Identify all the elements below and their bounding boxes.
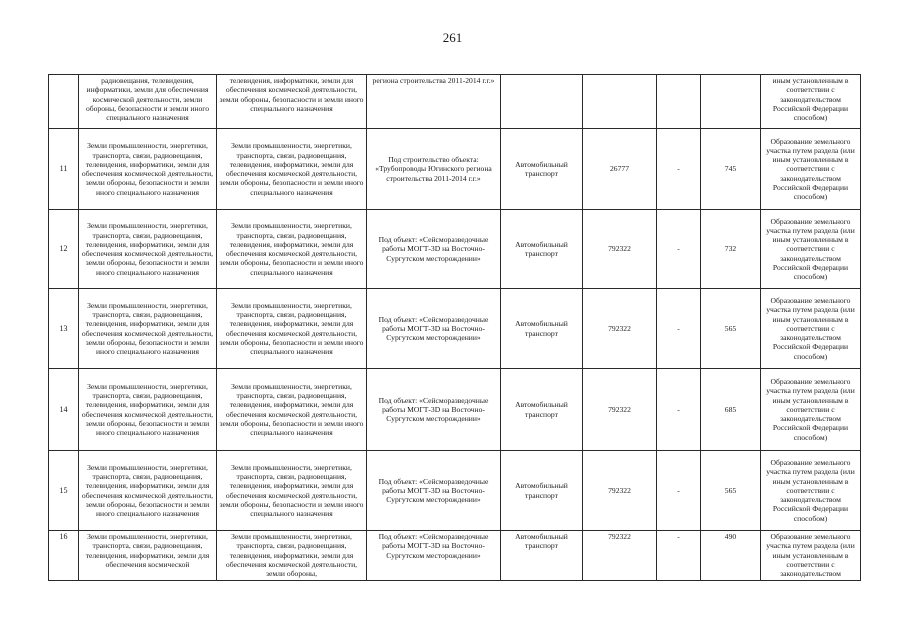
row-number-cell: 12 — [49, 210, 79, 289]
area-cell: 490 — [701, 531, 761, 581]
table-row — [49, 129, 861, 210]
land-plots-table — [48, 74, 861, 581]
row-number-cell: 15 — [49, 451, 79, 531]
code-cell: 792322 — [583, 531, 657, 581]
use-type-cell: Автомобильный транспорт — [501, 531, 583, 581]
land-category-cell: Земли промышленности, энергетики, транспорта, связи, радиовещания, телевидения, информатики, земли для обеспечения космической деятельности, земли обороны, безопасности и земли иного специального назначения — [79, 129, 217, 210]
use-type-cell: Автомобильный транспорт — [501, 210, 583, 289]
land-category-cell: Земли промышленности, энергетики, транспорта, связи, радиовещания, телевидения, информатики, земли для обеспечения космической деятельности, земли обороны, безопасности и земли иного специального назначения — [79, 210, 217, 289]
land-purpose-cell: Земли промышленности, энергетики, транспорта, связи, радиовещания, телевидения, информатики, земли для обеспечения космической деятельности, земли обороны, безопасности и земли иного специального назначения — [217, 210, 367, 289]
row-number-cell: 16 — [49, 531, 79, 581]
table-row — [49, 289, 861, 369]
dash-cell: - — [657, 129, 701, 210]
row-number-cell: 11 — [49, 129, 79, 210]
dash-cell: - — [657, 531, 701, 581]
area-cell — [701, 75, 761, 129]
dash-cell: - — [657, 451, 701, 531]
method-cell: Образование земельного участка путем раздела (или иным установленным в соответствии с законодательством Российской Федерации способом) — [761, 210, 861, 289]
land-category-cell: радиовещания, телевидения, информатики, земли для обеспечения космической деятельности, земли обороны, безопасности и земли иного специального назначения — [79, 75, 217, 129]
area-cell: 732 — [701, 210, 761, 289]
dash-cell: - — [657, 289, 701, 369]
code-cell: 792322 — [583, 289, 657, 369]
table-row — [49, 210, 861, 289]
area-cell: 565 — [701, 289, 761, 369]
object-cell: Под строительство объекта: «Трубопроводы Югинского региона строительства 2011-2014 г.г.» — [367, 129, 501, 210]
land-purpose-cell: Земли промышленности, энергетики, транспорта, связи, радиовещания, телевидения, информатики, земли для обеспечения космической деятельности, земли обороны, безопасности и земли иного специального назначения — [217, 369, 367, 451]
row-number-cell — [49, 75, 79, 129]
land-purpose-cell: Земли промышленности, энергетики, транспорта, связи, радиовещания, телевидения, информатики, земли для обеспечения космической деятельности, земли обороны, безопасности и земли иного специального назначения — [217, 129, 367, 210]
use-type-cell — [501, 75, 583, 129]
land-purpose-cell: Земли промышленности, энергетики, транспорта, связи, радиовещания, телевидения, информатики, земли для обеспечения космической деятельности, земли обороны, безопасности и земли иного специального назначения — [217, 451, 367, 531]
land-category-cell: Земли промышленности, энергетики, транспорта, связи, радиовещания, телевидения, информатики, земли для обеспечения космической — [79, 531, 217, 581]
object-cell: Под объект: «Сейсморазведочные работы МОГТ-3D на Восточно-Сургутском месторождении» — [367, 369, 501, 451]
code-cell: 26777 — [583, 129, 657, 210]
object-cell: Под объект: «Сейсморазведочные работы МОГТ-3D на Восточно-Сургутском месторождении» — [367, 210, 501, 289]
row-number-cell: 14 — [49, 369, 79, 451]
use-type-cell: Автомобильный транспорт — [501, 129, 583, 210]
object-cell: региона строительства 2011-2014 г.г.» — [367, 75, 501, 129]
table-row — [49, 531, 861, 581]
area-cell: 565 — [701, 451, 761, 531]
dash-cell — [657, 75, 701, 129]
land-category-cell: Земли промышленности, энергетики, транспорта, связи, радиовещания, телевидения, информатики, земли для обеспечения космической деятельности, земли обороны, безопасности и земли иного специального назначения — [79, 369, 217, 451]
land-category-cell: Земли промышленности, энергетики, транспорта, связи, радиовещания, телевидения, информатики, земли для обеспечения космической деятельности, земли обороны, безопасности и земли иного специального назначения — [79, 289, 217, 369]
method-cell: иным установленным в соответствии с законодательством Российской Федерации способом) — [761, 75, 861, 129]
method-cell: Образование земельного участка путем раздела (или иным установленным в соответствии с законодательством Российской Федерации способом) — [761, 451, 861, 531]
use-type-cell: Автомобильный транспорт — [501, 289, 583, 369]
object-cell: Под объект: «Сейсморазведочные работы МОГТ-3D на Восточно-Сургутском месторождении» — [367, 451, 501, 531]
method-cell: Образование земельного участка путем раздела (или иным установленным в соответствии с законодательством Российской Федерации способом) — [761, 289, 861, 369]
dash-cell: - — [657, 210, 701, 289]
code-cell: 792322 — [583, 451, 657, 531]
land-purpose-cell: Земли промышленности, энергетики, транспорта, связи, радиовещания, телевидения, информатики, земли для обеспечения космической деятельности, земли обороны, безопасности и земли иного специального назначения — [217, 289, 367, 369]
row-number-cell: 13 — [49, 289, 79, 369]
land-category-cell: Земли промышленности, энергетики, транспорта, связи, радиовещания, телевидения, информатики, земли для обеспечения космической деятельности, земли обороны, безопасности и земли иного специального назначения — [79, 451, 217, 531]
method-cell: Образование земельного участка путем раздела (или иным установленным в соответствии с законодательством — [761, 531, 861, 581]
area-cell: 685 — [701, 369, 761, 451]
area-cell: 745 — [701, 129, 761, 210]
land-purpose-cell: Земли промышленности, энергетики, транспорта, связи, радиовещания, телевидения, информатики, земли для обеспечения космической деятельности, земли обороны, — [217, 531, 367, 581]
code-cell — [583, 75, 657, 129]
method-cell: Образование земельного участка путем раздела (или иным установленным в соответствии с законодательством Российской Федерации способом) — [761, 369, 861, 451]
page-number: 261 — [442, 30, 463, 45]
dash-cell: - — [657, 369, 701, 451]
table-row-continued — [49, 75, 861, 129]
table-row — [49, 451, 861, 531]
code-cell: 792322 — [583, 369, 657, 451]
object-cell: Под объект: «Сейсморазведочные работы МОГТ-3D на Восточно-Сургутском месторождении» — [367, 289, 501, 369]
use-type-cell: Автомобильный транспорт — [501, 451, 583, 531]
code-cell: 792322 — [583, 210, 657, 289]
land-purpose-cell: телевидения, информатики, земли для обеспечения космической деятельности, земли обороны, безопасности и земли иного специального назначения — [217, 75, 367, 129]
use-type-cell: Автомобильный транспорт — [501, 369, 583, 451]
table-row — [49, 369, 861, 451]
object-cell: Под объект: «Сейсморазведочные работы МОГТ-3D на Восточно-Сургутском месторождении» — [367, 531, 501, 581]
method-cell: Образование земельного участка путем раздела (или иным установленным в соответствии с законодательством Российской Федерации способом) — [761, 129, 861, 210]
